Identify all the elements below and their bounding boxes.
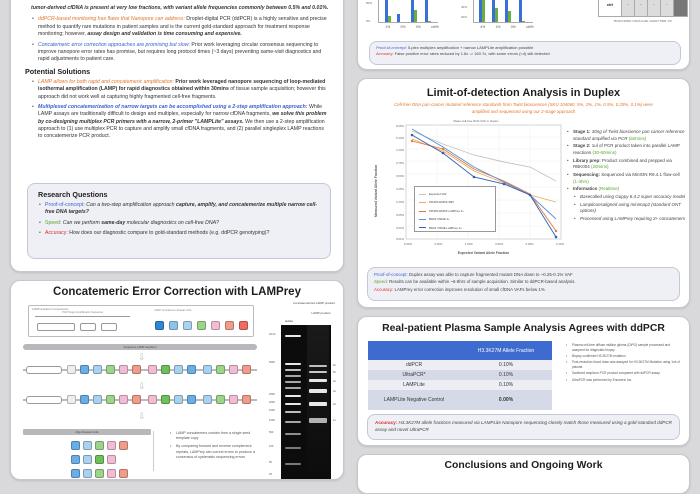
lod-subtitle: Cell-free DNA pan-cancer mutated reference standards from Twist biosciences (SKU 104060, 5%, 2%, 1%, 0.5%, 0.25%, 0.1%) were amplified and sequenced using our 2-stage approach bbox=[394, 102, 653, 114]
concat-bullets bbox=[169, 431, 261, 463]
lod-chart bbox=[366, 119, 564, 261]
align-step-bar: Align Repeat Units bbox=[23, 429, 151, 435]
plasma-notes: • Plasma cell-free diffuse midline glioma (DIPG) sample processed and analyzed for diagnostic biopsy • Biopsy confirmed H3.3K27M mutation • Post-resection blood draw was assayed for H3.3K27M Mutation using 1ml of plasma • Sanitized amplicon PCR product compared with ddPCR assay • UltraPCR was performed by Enumerix Inc. bbox=[565, 343, 683, 384]
gel-header: Concatemerized LAMP product bbox=[293, 301, 335, 305]
lod-panel bbox=[357, 78, 690, 308]
intro-bullets bbox=[31, 16, 329, 63]
repeat-chip-red bbox=[239, 321, 248, 330]
lod-stages bbox=[566, 129, 686, 223]
intro-top-text: tumor-derived cfDNA is present at very low fractions, with variant allele frequencies commonly between 0.5% and 0.01%. bbox=[31, 5, 329, 11]
gel-size-ticks: 20 kb 5000 2500 2000 1500 1000 500 100 50 25 bbox=[269, 333, 276, 476]
rq-item-speed: • Speed: Can we perform same-day molecular diagnostics on cell-free DNA? bbox=[38, 220, 320, 227]
down-arrow-icon: ⇩ bbox=[138, 381, 146, 391]
lamp-components-box: LAMP Amplicon Components PCR Target Amplification Sequence LAMP Concatemer Repeat Units bbox=[28, 305, 254, 337]
background-panel bbox=[10, 0, 344, 272]
plasma-table-wrap bbox=[368, 341, 552, 410]
repeat-chip-green bbox=[197, 321, 206, 330]
plasma-callout: Accuracy: H3.3K27M allele fractions measured via LAMPLite Nanopore sequencing closely match those measured using a gold-standard ddPCR assay and novel UltraPCR bbox=[367, 414, 680, 440]
gel-lane-ladder-label: ladder bbox=[285, 319, 294, 323]
plasma-title: Real-patient Plasma Sample Analysis Agrees with ddPCR bbox=[382, 323, 665, 334]
repeat-chip-blue bbox=[169, 321, 178, 330]
solution-item: • Multiplexed concatemerization of narrow targets can be accomplished using a 2-step amplification approach: While LAMP assays are traditionally difficult to design and multiplex, especially for narrow cfDNA fragments, we solve this problem by co-designing multiplex PCR primers with a narrow, 2-primer "LAMPLite" assays. We then use a 2-step amplification approach to (1) use multiplex PCR to capture and amplify small cfDNA fragments, and (2) parallel singleplex LAMP reactions to concatemerize PCR product. bbox=[31, 104, 329, 141]
chart-b-xticks: 4% 1% 0% ctrl% bbox=[480, 25, 534, 29]
intro-bullet: • ddPCR-based monitoring has flaws that Nanopore can address: Droplet-digital PCR (ddPCR) is a highly sensitive and precise method to quantify rare mutations in patient samples and is the current gold-standard approach for treatment response monitoring; however, assay design and validation is time consuming and expensive. bbox=[31, 16, 329, 38]
lod-callout: Proof-of-concept: Duplex assay was able to capture fragmented mutant DNA down to ~0.25-0.1% VAF Speed: Results can be available within ~6-8hrs of sample acquisition. Similar to ddPCR-based analysis. Accuracy: LAMPrey error correction improves resolution of small cfDNA VAFs below 1% bbox=[367, 267, 680, 301]
rq-item-proof: • Proof-of-concept: Can a two-step amplification approach capture, amplify, and concatemerize multiple narrow cell-free DNA targets? bbox=[38, 202, 320, 217]
concat-bullet: • LAMP concatemers contain from a single seed template copy bbox=[169, 431, 261, 441]
grid-caption: PIK3CA E545K / KRAS G12D / EGFR T790M "ctrl" bbox=[613, 20, 673, 23]
lod-title: Limit-of-detection Analysis in Duplex bbox=[426, 87, 621, 99]
concatemer-panel bbox=[10, 280, 344, 480]
pcr-target-group: PCR Target Amplification Sequence bbox=[35, 316, 130, 334]
mutation-grid: ctrl + + + + bbox=[598, 0, 688, 17]
x-ticks: 5.00% 2.00% 1.00% 0.50% 0.25% 0.10% bbox=[404, 242, 564, 246]
gel-image bbox=[281, 325, 331, 479]
down-arrow-icon: ⇩ bbox=[138, 411, 146, 421]
repeat-chip-pink bbox=[211, 321, 220, 330]
concat-bullet: • By comparing forward and reverse complement repeats, LAMPrey can correct errors to produce a consensus of systematic sequencing errors bbox=[169, 444, 261, 460]
rq-item-accuracy: • Accuracy: How does our diagnostic compare to gold-standard methods (e.g. ddPCR genotyping)? bbox=[38, 230, 320, 237]
concatemer-title: Concatemeric Error Correction with LAMPrey bbox=[53, 286, 301, 298]
table-row: LAMPLite Negative Control 0.00% bbox=[368, 390, 552, 410]
sequence-step-bar: Sequence LAMP amplicon bbox=[23, 344, 257, 350]
legend-item: BRAF V600E 3+ bbox=[429, 217, 450, 222]
bar-chart-a: 50% 0% bbox=[378, 0, 448, 23]
repeat-chip-blue-dark bbox=[155, 321, 164, 330]
x-axis-label: Expected Variant Allele Fraction bbox=[457, 251, 510, 255]
stage-item: • Library prep: Product combined and prepped via RBK004 (20mins) bbox=[566, 158, 686, 171]
legend-item: PIK3PA E545K LAMPrey 3+ bbox=[429, 208, 464, 213]
stage-item: • Stage 1: 30ng of Twist bioscience pan cancer reference standard amplified via PCR (60mins) bbox=[566, 129, 686, 142]
table-row: UltraPCR* 0.10% bbox=[368, 370, 552, 380]
gel-concatemer-labels: 6x 5x 4x 3x 2x 1x bbox=[333, 363, 336, 422]
plasma-panel bbox=[357, 316, 690, 446]
legend-item: BRAF V600E LAMPrey 3+ bbox=[429, 225, 462, 230]
stage-item: • Stage 2: 1ul of PCR product taken into parallel LAMP reactions (30-60mins) bbox=[566, 143, 686, 156]
amplicon-row-1 bbox=[23, 365, 257, 375]
table-row: LAMPLite 0.10% bbox=[368, 380, 552, 390]
table-row: ddPCR 0.10% bbox=[368, 360, 552, 370]
repeat-chip-salmon bbox=[225, 321, 234, 330]
legend-item: Expected VAF bbox=[429, 192, 447, 196]
chart-title: Mean cell-free DNA VAF in duplex bbox=[453, 119, 499, 123]
results-panel bbox=[357, 0, 690, 70]
conclusions-title: Conclusions and Ongoing Work bbox=[444, 460, 603, 471]
down-arrow-icon: ⇩ bbox=[138, 352, 146, 362]
aligned-repeats bbox=[61, 441, 151, 491]
y-ticks: 8.25% 5.10% 1.00% 0.75% 0.50% 0.25% 0.10% 0.05% 0.02% 0.01% bbox=[396, 124, 404, 241]
y-axis-label: Measured Variant Allele Fraction bbox=[374, 164, 378, 218]
research-questions-heading: Research Questions bbox=[38, 190, 108, 199]
amplicon-row-2 bbox=[23, 395, 257, 405]
research-questions-box bbox=[27, 183, 331, 259]
intro-bullet: • Concatemeric error correction approaches are promising but slow: Prior work leveraging circular consensus sequencing to improve nanopore error rates has promise, but requires long protocol times (~3 days) preventing same-visit diagnostics and rapid adjustments to patient care. bbox=[31, 42, 329, 64]
solutions-heading: Potential Solutions bbox=[25, 66, 91, 76]
stage-item: • Informatics (Realtime) • Basecalled using Guppy 6.4.2 super accuracy model • Lampliconsaligned using minimap2 (standard ONT options) • Processed using LAMPrey requiring 3+ concatemers bbox=[566, 186, 686, 222]
plasma-table: H3.3K27M Allele Fraction ddPCR 0.10% UltraPCR* 0.10% LAMPLite 0.10% LAMPLite Negative Control 0.00% bbox=[368, 341, 552, 410]
conclusions-panel bbox=[357, 454, 690, 494]
stage-item: • Sequencing: Sequenced via MinION R9.4.1 flow-cell (1-4hrs) bbox=[566, 172, 686, 185]
chart-a-xticks: 1% 0% 0% ctrl% bbox=[385, 25, 439, 29]
repeat-chip-blue-light bbox=[183, 321, 192, 330]
bar-chart-b: 40% 20% bbox=[473, 0, 543, 23]
solution-item: • LAMP allows for both rapid and concatemeric amplification: Prior work leveraged nanopore sequencing of loop-mediated isothermal amplification (LAMP) for rapid diagnostics obtained within 30mins of tissue sample acquisition; however this approach did not work well at capturing highly fragmented cell-free fragments. bbox=[31, 79, 329, 101]
legend-item: PIK3PA E545K SBX bbox=[429, 200, 454, 205]
solutions-list bbox=[31, 79, 329, 141]
results-callout: Proof-of-concept: 5-plex multiplex amplification + narrow LAMPLite amplification possible Accuracy: False positive error rates reduced by 1.8x -> 160.7x, with some errors (<4) still detected bbox=[369, 41, 681, 65]
gel-lane-product-label: LAMP product bbox=[311, 311, 331, 315]
chart-legend bbox=[414, 186, 496, 232]
